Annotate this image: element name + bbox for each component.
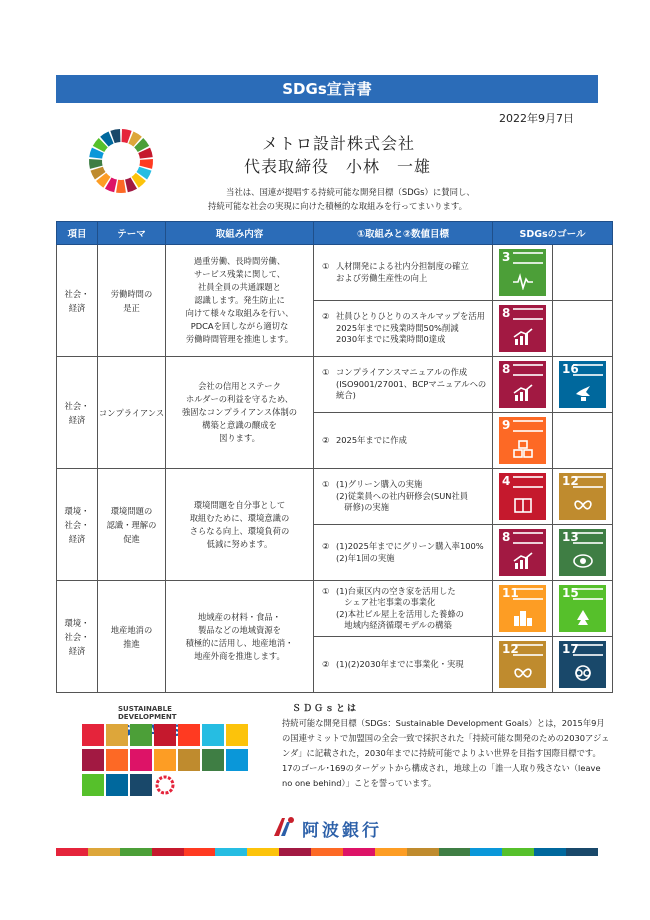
goal-cell xyxy=(553,357,613,413)
goal-number: 3 xyxy=(502,250,511,264)
target-cell xyxy=(314,357,493,413)
grid-goal-tile xyxy=(106,774,128,796)
stripe-segment xyxy=(184,848,216,856)
target-text: 人材開発による社内分担制度の確立 および労働生産性の向上 xyxy=(336,261,469,283)
grid-goal-tile xyxy=(178,724,200,746)
header-content: 取組み内容 xyxy=(166,222,314,245)
target-cell xyxy=(314,581,493,637)
theme-cell: 地産地消の 推進 xyxy=(98,581,166,693)
grid-goal-tile xyxy=(106,749,128,771)
content-cell: 会社の信用とステーク ホルダーの利益を守るため、 強固なコンプライアンス体制の 構築と意識の醸成を 図ります。 xyxy=(166,357,314,469)
table-row xyxy=(57,245,613,301)
stripe-segment xyxy=(56,848,88,856)
target-cell xyxy=(314,413,493,469)
content-cell: 地域産の材料・食品・ 製品などの地域資源を 積極的に活用し、地産地消・ 地産外商を推進します。 xyxy=(166,581,314,693)
sdg-goal-13-icon xyxy=(559,529,606,576)
goal-number: 4 xyxy=(502,474,511,488)
goal-number: 12 xyxy=(502,642,519,656)
target-text: (1)グリーン購入の実施 (2)従業員への社内研修会(SUN社員 研修)の実施 xyxy=(336,479,469,513)
target-text: コンプライアンスマニュアルの作成 (ISO9001/27001、BCPマニュアルへの統合) xyxy=(336,367,487,401)
ceo-name: 代表取締役 小林 一雄 xyxy=(244,157,432,176)
goal-cell-empty xyxy=(553,413,613,469)
table-row xyxy=(57,469,613,525)
theme-cell: 労働時間の 是正 xyxy=(98,245,166,357)
sdg-goal-15-icon xyxy=(559,585,606,632)
table-header-row xyxy=(57,222,613,245)
grid-goal-tile xyxy=(154,724,176,746)
stripe-segment xyxy=(407,848,439,856)
sdg-goal-12-icon xyxy=(499,641,546,688)
stripe-segment xyxy=(88,848,120,856)
goal-number: 17 xyxy=(562,642,579,656)
logo-sustainable-development: SUSTAINABLE DEVELOPMENT xyxy=(118,705,177,721)
goal-cell xyxy=(493,637,553,693)
header-goals: SDGsのゴール xyxy=(493,222,613,245)
stripe-segment xyxy=(279,848,311,856)
declaration-date: 2022年9月7日 xyxy=(499,112,574,125)
goal-cell-empty xyxy=(553,245,613,301)
goal-cell xyxy=(553,581,613,637)
sdg-goal-12-icon xyxy=(559,473,606,520)
bank-logo-icon xyxy=(272,816,296,838)
stripe-segment xyxy=(566,848,598,856)
sdgs-about-paragraph: 持続可能な開発目標（SDGs：Sustainable Development Goals）とは，2015年9月の国連サミットで加盟国の全会一致で採択された「持続可能な開発のための2030アジェンダ」に記載された，2030年までに持続可能でよりよい世界を目指す国際目標です。17のゴール･169のターゲットから構成され，地球上の「誰一人取り残さない（leave no one behind）」ことを誓っています。 xyxy=(282,718,610,788)
stripe-segment xyxy=(120,848,152,856)
category-cell: 環境・ 社会・ 経済 xyxy=(57,469,98,581)
sdg-goal-16-icon xyxy=(559,361,606,408)
grid-goal-tile xyxy=(130,774,152,796)
grid-goal-tile xyxy=(154,749,176,771)
intro-line-1: 当社は、国連が提唱する持続可能な開発目標（SDGs）に賛同し、 xyxy=(226,187,475,197)
header-theme: テーマ xyxy=(98,222,166,245)
wheel-segment xyxy=(89,159,103,169)
target-number: ① xyxy=(322,261,330,271)
content-cell: 環境問題を自分事として 取組むために、環境意識の さらなる向上、環境負荷の 低減に努めます。 xyxy=(166,469,314,581)
wheel-segment xyxy=(116,180,126,193)
target-cell xyxy=(314,245,493,301)
sdgs-wheel-icon xyxy=(88,128,154,194)
goal-cell xyxy=(493,525,553,581)
goal-number: 11 xyxy=(502,586,519,600)
goal-cell xyxy=(553,637,613,693)
category-cell: 社会・ 経済 xyxy=(57,245,98,357)
goal-number: 9 xyxy=(502,418,511,432)
banner-title: SDGs宣言書 xyxy=(56,75,598,103)
sdg-goal-17-icon xyxy=(559,641,606,688)
sdgs-color-stripe xyxy=(56,848,598,856)
goal-cell xyxy=(493,301,553,357)
goal-cell xyxy=(493,581,553,637)
intro-line-2: 持続可能な社会の実現に向けた積極的な取組みを行ってまいります。 xyxy=(208,201,467,211)
target-cell xyxy=(314,525,493,581)
target-number: ② xyxy=(322,541,330,551)
sdg-goal-9-icon xyxy=(499,417,546,464)
stripe-segment xyxy=(343,848,375,856)
grid-goal-tile xyxy=(130,724,152,746)
target-number: ① xyxy=(322,585,330,596)
sdg-goal-4-icon xyxy=(499,473,546,520)
target-text: 社員ひとりひとりのスキルマップを活用 2025年までに残業時間50%削減 2030年までに残業時間0達成 xyxy=(336,311,485,345)
goal-number: 12 xyxy=(562,474,579,488)
goal-cell xyxy=(493,413,553,469)
target-number: ② xyxy=(322,434,330,445)
grid-goal-tile xyxy=(130,749,152,771)
target-text: 2025年までに作成 xyxy=(336,434,407,445)
stripe-segment xyxy=(311,848,343,856)
grid-goal-tile xyxy=(82,774,104,796)
goal-cell-empty xyxy=(553,301,613,357)
header-targets: ①取組みと②数値目標 xyxy=(314,222,493,245)
target-cell xyxy=(314,637,493,693)
stripe-segment xyxy=(152,848,184,856)
content-cell: 過重労働、長時間労働、 サービス残業に関して、 社員全員の共通課題と 認識します。発生防止に 向けて様々な取組みを行い、 PDCAを回しながら適切な 労働時間管理を推進します。 xyxy=(166,245,314,357)
target-cell xyxy=(314,469,493,525)
grid-sdgs-wheel-icon xyxy=(154,774,176,796)
target-text: (1)(2)2030年までに事業化・実現 xyxy=(336,658,464,669)
company-name: メトロ設計株式会社 xyxy=(262,134,416,153)
sdg-goal-8-icon xyxy=(499,361,546,408)
wheel-segment xyxy=(139,159,153,169)
goal-cell xyxy=(553,525,613,581)
goal-cell xyxy=(493,357,553,413)
theme-cell: 環境問題の 認識・理解の 促進 xyxy=(98,469,166,581)
target-number: ② xyxy=(322,311,330,322)
goal-cell xyxy=(493,469,553,525)
grid-goal-tile xyxy=(226,724,248,746)
header-category: 項目 xyxy=(57,222,98,245)
grid-goal-tile xyxy=(226,749,248,771)
target-cell xyxy=(314,301,493,357)
stripe-segment xyxy=(470,848,502,856)
sdg-goal-8-icon xyxy=(499,529,546,576)
sdgs-table xyxy=(56,221,613,693)
table-body xyxy=(57,245,613,693)
target-number: ② xyxy=(322,658,330,669)
target-text: (1)台東区内の空き家を活用した シェア社宅事業の事業化 (2)本社ビル屋上を活用した養蜂の 地域内経済循環モデルの構築 xyxy=(336,585,464,630)
stripe-segment xyxy=(247,848,279,856)
grid-goal-tile xyxy=(202,749,224,771)
stripe-segment xyxy=(375,848,407,856)
goal-number: 13 xyxy=(562,530,579,544)
grid-goal-tile xyxy=(202,724,224,746)
stripe-segment xyxy=(215,848,247,856)
target-text: (1)2025年までにグリーン購入率100% (2)年1回の実施 xyxy=(336,541,484,563)
sdg-goal-3-icon xyxy=(499,249,546,296)
goal-cell xyxy=(493,245,553,301)
grid-goal-tile xyxy=(82,724,104,746)
sdgs-goals-grid-icon xyxy=(82,724,258,799)
category-cell: 環境・ 社会・ 経済 xyxy=(57,581,98,693)
sdg-goal-11-icon xyxy=(499,585,546,632)
bank-name: 阿波銀行 xyxy=(302,821,382,841)
goal-number: 8 xyxy=(502,530,511,544)
grid-goal-tile xyxy=(106,724,128,746)
theme-cell: コンプライアンス xyxy=(98,357,166,469)
grid-goal-tile xyxy=(82,749,104,771)
target-number: ① xyxy=(322,479,330,490)
stripe-segment xyxy=(534,848,566,856)
grid-goal-tile xyxy=(178,749,200,771)
sdgs-about-heading: ＳＤＧｓとは xyxy=(292,704,359,714)
goal-number: 16 xyxy=(562,362,579,376)
table-row xyxy=(57,581,613,637)
goal-number: 15 xyxy=(562,586,579,600)
category-cell: 社会・ 経済 xyxy=(57,357,98,469)
target-number: ① xyxy=(322,367,330,378)
goal-number: 8 xyxy=(502,362,511,376)
goal-cell xyxy=(553,469,613,525)
stripe-segment xyxy=(439,848,471,856)
stripe-segment xyxy=(502,848,534,856)
goal-number: 8 xyxy=(502,306,511,320)
table-row xyxy=(57,357,613,413)
sdg-goal-8-icon xyxy=(499,305,546,352)
